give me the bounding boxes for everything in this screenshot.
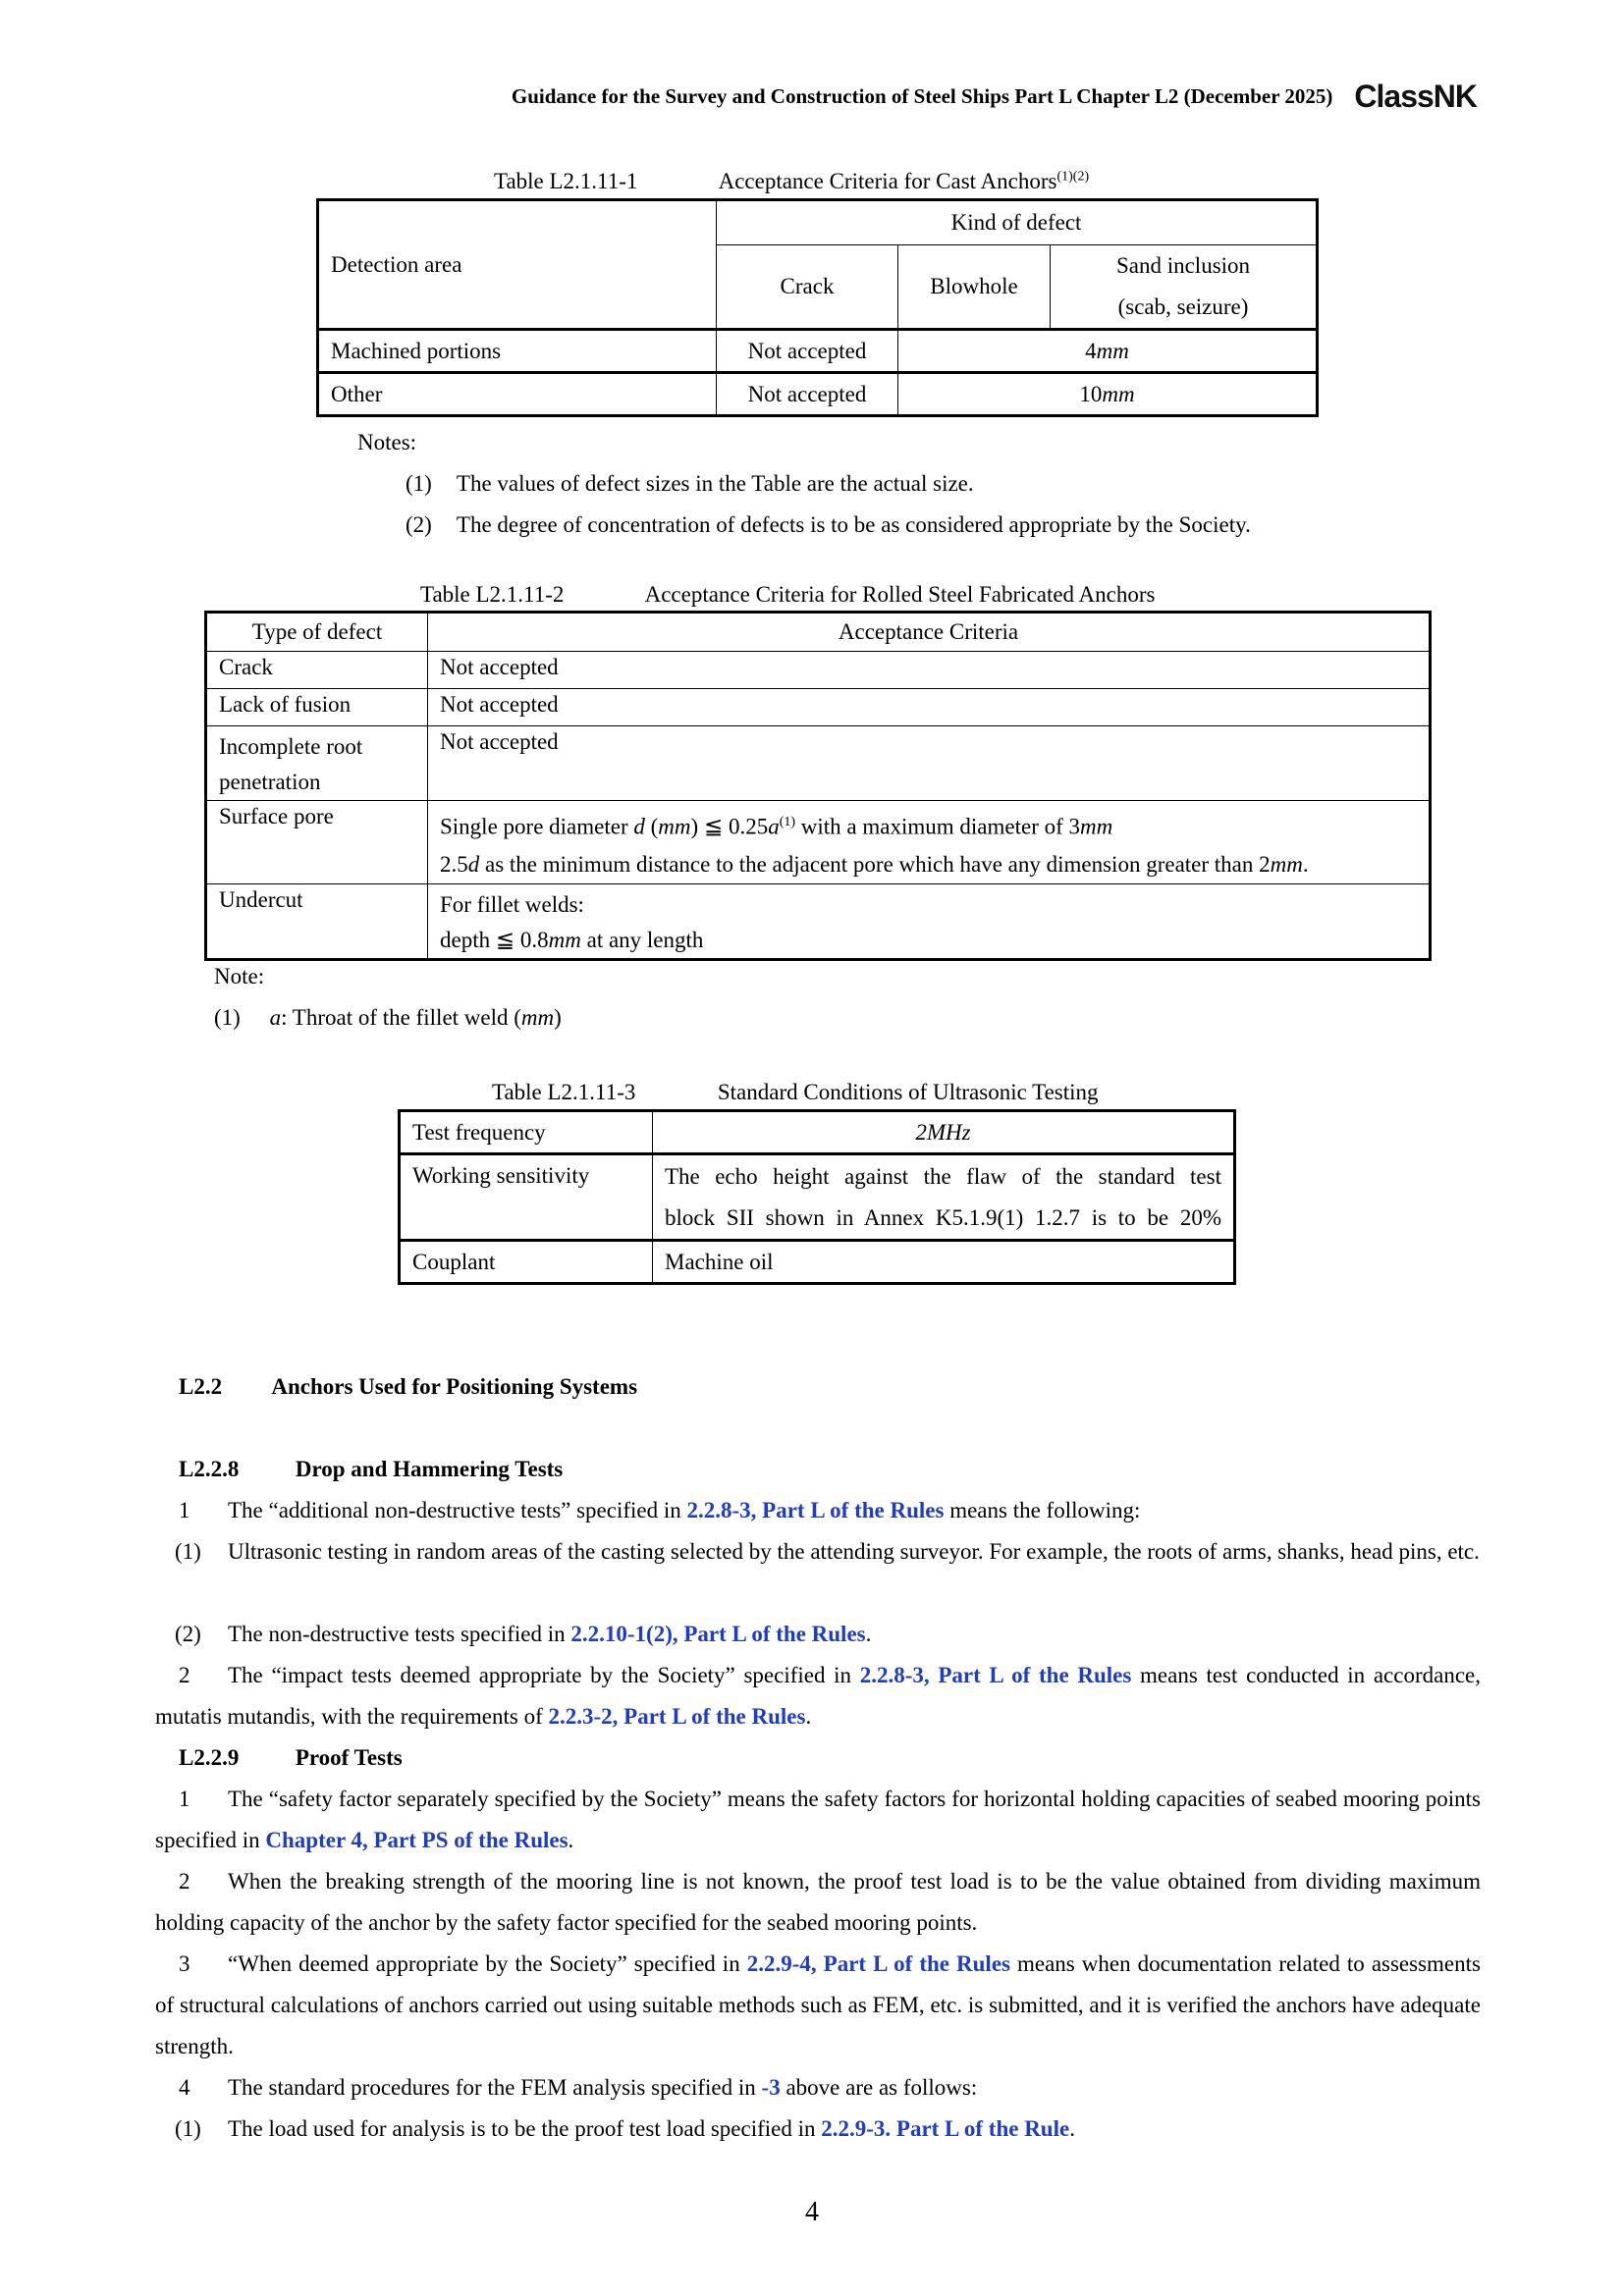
q4-a: The standard procedures for the FEM analysis specified in [228,2075,762,2100]
col-sand-sub: (scab, seizure) [1117,294,1249,319]
t2note-num: (1) [214,1005,241,1030]
row-root-criteria: Not accepted [428,726,1431,801]
undercut-mm: mm [548,927,581,952]
pore-l1a: Single pore diameter [440,814,634,839]
sens-line1: The echo height against the flaw of the standard test [665,1163,1221,1189]
pore-l1mm: mm [658,814,691,839]
row-coup-label: Couplant [400,1241,653,1284]
q4-b: above are as follows: [780,2075,978,2100]
para-228-1-2 [155,1614,1481,1655]
subsection-228-heading [179,1457,563,1482]
sub1-title: Drop and Hammering Tests [295,1457,564,1481]
pore-l1a2: a [768,814,780,839]
p1-link[interactable]: 2.2.8-3, Part L of the Rules [686,1498,945,1522]
pore-l2d: d [467,851,480,877]
row-coup-value: Machine oil [653,1241,1235,1284]
row-machined-crack: Not accepted [717,330,898,373]
pore-l2end: . [1302,851,1309,877]
table1-number: Table L2.1.11-1 [494,169,638,193]
q4-1-b: . [1069,2116,1075,2141]
para-229-4 [155,2067,1481,2109]
table1-note-1 [406,471,974,497]
q4-link[interactable]: -3 [761,2075,781,2100]
pore-l2a: 2.5 [440,851,468,877]
q3-num: 3 [179,1951,190,1976]
sub2-num: L2.2.9 [179,1745,240,1770]
machined-value: 4 [1085,338,1097,363]
table1-caption [494,169,1089,194]
p2-c: . [805,1704,812,1729]
sens-line2: block SII shown in Annex K5.1.9(1) 1.2.7 is to be 20% [665,1204,1221,1230]
machined-unit: mm [1096,338,1129,363]
col-acceptance-criteria: Acceptance Criteria [428,613,1431,652]
p1-b: means the following: [944,1498,1141,1522]
q3-link[interactable]: 2.2.9-4, Part L of the Rules [746,1951,1010,1976]
row-fusion-criteria: Not accepted [428,689,1431,726]
p2-b: means test conducted in accordance, mutatis mutandis, with the requirements of [155,1663,1482,1729]
note2-num: (2) [406,512,432,537]
page-number: 4 [805,2197,819,2227]
row-sens-label: Working sensitivity [400,1154,653,1241]
col-sand-label: Sand inclusion [1115,253,1251,278]
table3-number: Table L2.1.11-3 [492,1080,636,1104]
row-other-value [898,373,1318,416]
col-type-of-defect: Type of defect [206,613,428,652]
t2note-text: : Throat of the fillet weld ( [281,1005,521,1030]
note1-text: The values of defect sizes in the Table are the actual size. [456,471,974,496]
table-ultrasonic-testing [398,1109,1236,1285]
q3-b: means when documentation related to assessments of structural calculations of anchors carried out using suitable methods such as FEM, etc. is submitted, and it is verified the anchors have adequate strength. [155,1951,1481,2058]
t2note-end: ) [554,1005,562,1030]
table3-title: Standard Conditions of Ultrasonic Testing [717,1080,1099,1104]
row-pore-criteria: Single pore diameter d (mm) ≦ $0.25a^{(1)}$ with a maximum diameter of 3mm 2.5d as the minimum distance to the adjacent pore which have any dimension greater than 2mm. [428,801,1431,884]
pore-l1sup: (1) [779,815,796,829]
p2-a: The “impact tests deemed appropriate by the Society” specified in [228,1663,860,1687]
p1-num: 1 [179,1498,190,1522]
q2-text: When the breaking strength of the mooring line is not known, the proof test load is to be the value obtained from dividing maximum holding capacity of the anchor by the safety factor specified for the seabed mooring points. [155,1869,1481,1935]
section-heading [179,1374,637,1400]
row-freq-value: 2MHz [653,1111,1235,1154]
row-fusion-type: Lack of fusion [206,689,428,726]
table1-notes-label: Notes: [357,430,417,454]
row-sens-value [653,1154,1235,1241]
note2-text: The degree of concentration of defects is to be as considered appropriate by the Society. [456,512,1251,537]
row-pore-type: Surface pore [206,801,428,884]
p1-1-num: (1) [175,1539,201,1564]
page-header [512,79,1477,114]
other-value: 10 [1079,381,1103,406]
row-root-type: Incomplete root penetration [206,726,428,801]
p2-num: 2 [179,1663,190,1687]
row-crack-criteria: Not accepted [428,652,1431,689]
p1-2-b: . [865,1622,872,1646]
table1-note-2 [406,512,1251,538]
col-crack: Crack [717,245,898,330]
q2-num: 2 [179,1869,190,1894]
row-other-area: Other [318,373,717,416]
table2-note-1 [214,1005,562,1031]
pore-l2b: as the minimum distance to the adjacent pore which have any dimension greater than 2 [479,851,1271,877]
table-cast-anchors [316,198,1319,417]
pore-l1mm2: mm [1080,814,1113,839]
para-228-1-1 [155,1531,1481,1573]
pore-l2mm: mm [1270,851,1303,877]
section-num: L2.2 [179,1374,223,1399]
col-kind-of-defect: Kind of defect [717,200,1318,245]
row-undercut-type: Undercut [206,883,428,959]
p1-2-link[interactable]: 2.2.10-1(2), Part L of the Rules [570,1622,866,1646]
table2-title: Acceptance Criteria for Rolled Steel Fabricated Anchors [644,582,1156,607]
para-229-2 [155,1861,1481,1944]
q1-num: 1 [179,1787,190,1811]
para-229-1 [155,1779,1481,1861]
q1-link[interactable]: Chapter 4, Part PS of the Rules [265,1828,568,1852]
p1-2-a: The non-destructive tests specified in [228,1622,571,1646]
table3-caption [492,1080,1099,1105]
para-229-4-1 [155,2109,1481,2150]
q4-1-a: The load used for analysis is to be the proof test load specified in [228,2116,822,2141]
q1-a: The “safety factor separately specified by the Society” means the safety factors for horizontal holding capacities of seabed mooring points specified in [155,1787,1481,1852]
sub1-num: L2.2.8 [179,1457,240,1481]
q4-1-link[interactable]: 2.2.9-3. Part L of the Rule [821,2116,1070,2141]
subsection-229-heading [179,1745,403,1771]
row-crack-type: Crack [206,652,428,689]
q1-b: . [568,1828,574,1852]
p1-a: The “additional non-destructive tests” specified in [228,1498,687,1522]
pore-l1b: ≦ 0.25 [698,814,769,839]
p1-1-text: Ultrasonic testing in random areas of the casting selected by the attending surveyor. For example, the roots of arms, shanks, head pins, etc. [228,1539,1480,1564]
row-machined-value [898,330,1318,373]
table1-title: Acceptance Criteria for Cast Anchors [718,169,1057,193]
classnk-logo: ClassNK [1354,78,1477,114]
table2-note-label: Note: [214,964,265,988]
row-other-crack: Not accepted [717,373,898,416]
header-title: Guidance for the Survey and Construction of Steel Ships Part L Chapter L2 (December 2025) [511,83,1333,108]
section-title: Anchors Used for Positioning Systems [271,1374,638,1399]
para-229-3 [155,1944,1481,2067]
para-228-2 [155,1655,1481,1737]
pore-l1d: d [633,814,645,839]
q3-a: “When deemed appropriate by the Society” specified in [228,1951,747,1976]
p1-2-num: (2) [175,1622,201,1646]
table2-caption [420,582,1155,608]
col-detection-area: Detection area [318,200,717,330]
pore-l1c: with a maximum diameter of 3 [795,814,1081,839]
table2-number: Table L2.1.11-2 [420,582,565,607]
row-freq-label: Test frequency [400,1111,653,1154]
table-rolled-anchors [204,611,1432,961]
q4-num: 4 [179,2075,190,2100]
undercut-l2a: depth ≦ 0.8 [440,927,549,952]
note1-num: (1) [406,471,432,496]
other-unit: mm [1102,381,1135,406]
t2note-mm: mm [520,1005,555,1030]
table1-title-sup: (1)(2) [1056,169,1090,185]
undercut-l2b: at any length [580,927,704,952]
t2note-a: a [269,1005,282,1030]
row-undercut-criteria [428,883,1431,959]
sub2-title: Proof Tests [295,1745,403,1770]
p2-link2[interactable]: 2.2.3-2, Part L of the Rules [548,1704,806,1729]
p2-link[interactable]: 2.2.8-3, Part L of the Rules [859,1663,1132,1687]
col-blowhole: Blowhole [898,245,1051,330]
row-machined-area: Machined portions [318,330,717,373]
undercut-l1: For fillet welds: [440,891,584,917]
q4-1-num: (1) [175,2116,201,2141]
para-228-1 [155,1490,1481,1531]
col-sand-inclusion [1051,245,1318,330]
